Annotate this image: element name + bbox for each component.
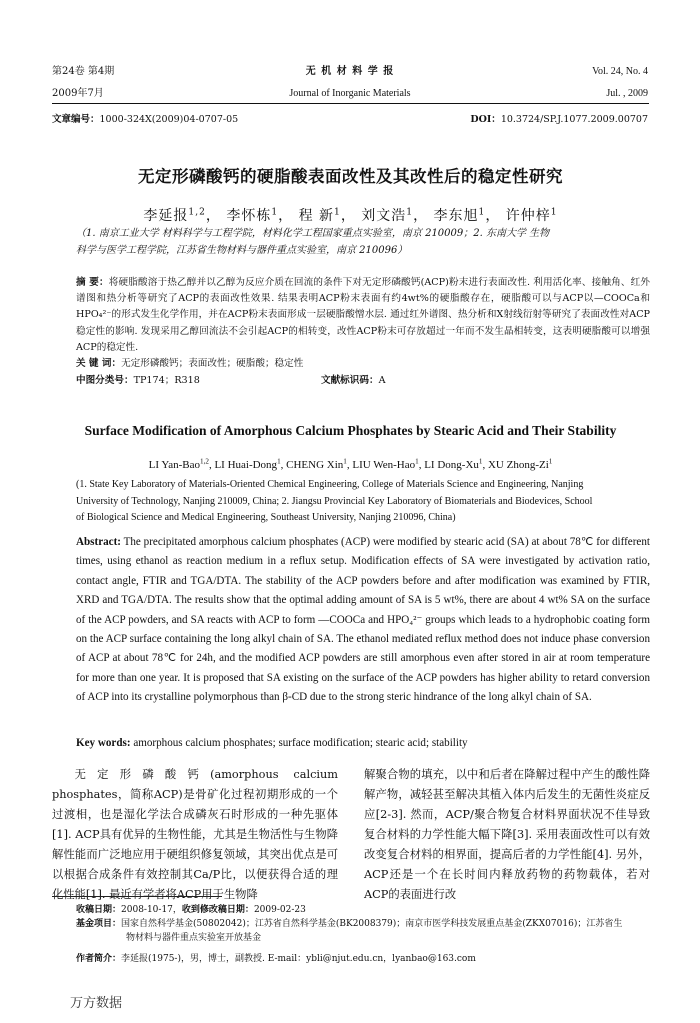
revised-value: 2009-02-23 bbox=[253, 905, 306, 915]
clc-value: TP174；R318 bbox=[133, 375, 200, 386]
cn-author-4: 刘文浩$^1$ bbox=[361, 207, 414, 224]
cn-author-1: 李延报$^{1,2}$ bbox=[143, 207, 206, 224]
cn-keywords-text: 无定形磷酸钙；表面改性；硬脂酸；稳定性 bbox=[121, 358, 304, 369]
english-abstract bbox=[76, 533, 650, 708]
english-authors: LI Yan-Bao$^{1,2}$, LI Huai-Dong$^1$, CHENG Xin$^1$, LIU Wen-Hao$^1$, LI Dong-Xu$^1$, XU Zhong-Zi$^1$ bbox=[148, 457, 553, 471]
received-value: 2008-10-17 bbox=[121, 905, 173, 915]
doc-code-label: 文献标识码： bbox=[321, 375, 379, 386]
cn-author-3: 程 新$^1$ bbox=[298, 207, 341, 224]
footnote-rule bbox=[52, 896, 222, 897]
cn-author-2: 李怀栋$^1$ bbox=[226, 207, 279, 224]
article-number-value: 1000-324X(2009)04-0707-05 bbox=[99, 114, 239, 125]
body-paragraph: 无定形磷酸钙(amorphous calcium phosphates，简称ACP)是骨矿化过程初期形成的一个过渡相，也是湿化学法合成磷灰石时形成的一种先驱体[1]. ACP具有优异的生物性能，尤其是生物活性与生物降解性能而广泛地应用于硬组织修复领域，其突出优点是可以根据合成条件有效控制其Ca/P比，以便获得合适的理化性能[1]. 最近有学者将ACP用于生物降 bbox=[52, 768, 338, 901]
chinese-title: 无定形磷酸钙的硬脂酸表面改性及其改性后的稳定性研究 bbox=[138, 167, 563, 186]
doc-code bbox=[321, 373, 386, 389]
author-bio-text: 李延报(1975-)，男，博士，副教授. E-mail：ybli@njut.edu.cn，lyanbao@163.com bbox=[121, 954, 476, 964]
doi-label: DOI： bbox=[470, 114, 501, 125]
cn-abstract-text: 将硬脂酸溶于热乙醇并以乙醇为反应介质在回流的条件下对无定形磷酸钙(ACP)粉末进行表面改性. 利用活化率、接触角、红外谱图和热分析等研究了ACP的表面改性效果. 结果表明ACP粉末表面有约4wt%的硬脂酸存在，硬脂酸可以与ACP以—COOCa和HPO₄²⁻的形式发生化学作用，并在ACP粉末表面形成一层硬脂酸憎水层. 通过红外谱图、热分析和X射线衍射等研究了表面改性对ACP稳定性的影响. 发现采用乙醇回流法不会引起ACP的相转变，改性ACP粉末可存放超过一年而不发生晶相转变，这表明硬脂酸可以增强ACP的稳定性. bbox=[76, 277, 650, 353]
fund-label: 基金项目： bbox=[76, 919, 122, 929]
journal-date: 2009年7月 bbox=[52, 88, 104, 99]
watermark-logo: 万方数据 bbox=[70, 996, 123, 1011]
en-author-4: LIU Wen-Hao$^1$ bbox=[352, 457, 419, 471]
received-dates: 收稿日期：2008-10-17，收到修改稿日期：2009-02-23 bbox=[76, 905, 306, 915]
doc-code-value: A bbox=[378, 375, 386, 386]
en-keywords-text: amorphous calcium phosphates; surface modification; stearic acid; stability bbox=[133, 737, 468, 749]
en-author-5: LI Dong-Xu$^1$ bbox=[424, 457, 483, 471]
cn-author-5: 李东旭$^1$ bbox=[433, 207, 486, 224]
doi-value[interactable]: 10.3724/SP.J.1077.2009.00707 bbox=[500, 114, 648, 125]
en-author-3: CHENG Xin$^1$ bbox=[286, 457, 347, 471]
journal-date-en: Jul. , 2009 bbox=[606, 88, 648, 99]
header-rule bbox=[52, 103, 649, 104]
en-author-6: XU Zhong-Zi$^1$ bbox=[487, 457, 553, 471]
cn-aff-line: 科学与医学工程学院，江苏省生物材料与器件重点实验室，南京 210096） bbox=[76, 245, 408, 256]
cn-abstract-label: 摘 要： bbox=[76, 277, 109, 288]
received-label: 收稿日期： bbox=[76, 905, 122, 915]
english-keywords bbox=[76, 737, 650, 749]
en-aff-line: of Biological Science and Medical Engineering, Southeast University, Nanjing 210096, China) bbox=[76, 512, 456, 523]
journal-vol-en: Vol. 24, No. 4 bbox=[592, 66, 648, 77]
en-abstract-text: The precipitated amorphous calcium phosphates (ACP) were modified by stearic acid (SA) at about 78℃ for different times, using ethanol as reaction medium in a reflux setup. Modification effects of SA were investigated by activation ratio, contact angle, FTIR and TGA/DTA. The stability of the ACP powders before and after modification was examined by FTIR, XRD and TGA/DTA. The results show that the optimal adding amount of SA is 5 wt%, there are about 4 wt% SA on the surface of the ACP powders, and SA reacts with ACP to form —COOCa and HPO₄²⁻ groups which leads to a hydrophobic coating form on the ACP surface containing the long alkyl chain of SA. The ethanol mediated reflux method does not induce phase conversion of ACP at about 78℃ for 24h, and the modified ACP powders are still amorphous even after stored in air at room temperature for more than one year. It is proposed that SA existing on the surface of the ACP powders has higher ability to retard conversion of ACP into its crystalline polymorphous than β-CD due to the strong steric hindrance of the long alkyl chain of SA. bbox=[76, 536, 650, 704]
author-bio-label: 作者简介： bbox=[76, 954, 122, 964]
chinese-abstract bbox=[76, 275, 650, 356]
fund-text: 国家自然科学基金(50802042)；江苏省自然科学基金(BK2008379)；南京市医学科技发展重点基金(ZKX07016)；江苏省生 bbox=[121, 919, 623, 929]
funding bbox=[76, 918, 650, 945]
classification-row bbox=[76, 373, 650, 389]
article-number bbox=[52, 114, 238, 126]
en-author-2: LI Huai-Dong$^1$ bbox=[214, 457, 281, 471]
fund-text-cont: 物材料与器件重点实验室开放基金 bbox=[126, 932, 262, 943]
journal-name-en: Journal of Inorganic Materials bbox=[289, 88, 411, 99]
en-abstract-label: Abstract: bbox=[76, 536, 121, 548]
article-number-label: 文章编号： bbox=[52, 114, 100, 125]
cn-keywords-label: 关 键 词： bbox=[76, 358, 122, 369]
english-title: Surface Modification of Amorphous Calcium Phosphates by Stearic Acid and Their Stability bbox=[84, 423, 617, 438]
body-column-right bbox=[364, 765, 650, 905]
en-keywords-label: Key words: bbox=[76, 737, 131, 749]
author-bio bbox=[76, 953, 650, 967]
en-aff-line: University of Technology, Nanjing 210009, China; 2. Jiangsu Provincial Key Laboratory of Biomaterials and Biodevices, School bbox=[76, 495, 593, 507]
doi bbox=[470, 114, 648, 126]
chinese-affiliations bbox=[76, 225, 650, 259]
cn-author-6: 许仲梓$^1$ bbox=[505, 207, 558, 224]
journal-name-cn: 无 机 材 料 学 报 bbox=[305, 66, 395, 77]
chinese-authors: 李延报$^{1,2}$， 李怀栋$^1$， 程 新$^1$， 刘文浩$^1$， 李东旭$^1$， 许仲梓$^1$ bbox=[143, 207, 558, 224]
clc-label: 中图分类号： bbox=[76, 375, 134, 386]
revised-label: 收到修改稿日期： bbox=[181, 905, 254, 915]
body-paragraph: 解聚合物的填充，以中和后者在降解过程中产生的酸性降解产物，减轻甚至解决其植入体内后发生的无菌性炎症反应[2-3]. 然而，ACP/聚合物复合材料界面状况不佳导致复合材料的力学性能大幅下降[3]. 采用表面改性可以有效改变复合材料的相界面，提高后者的力学性能[4]. 另外，ACP还是一个在长时间内释放药物的药物载体，若对ACP的表面进行改 bbox=[364, 768, 650, 901]
body-column-left bbox=[52, 765, 338, 905]
cn-aff-line: （1. 南京工业大学 材料科学与工程学院，材料化学工程国家重点实验室，南京 210009；2. 东南大学 生物 bbox=[76, 228, 550, 239]
english-affiliations bbox=[76, 477, 650, 527]
en-aff-line: (1. State Key Laboratory of Materials-Oriented Chemical Engineering, College of Materials Science and Engineering, Nanjing bbox=[76, 479, 584, 490]
chinese-keywords bbox=[76, 356, 650, 372]
journal-volume-issue: 第24卷 第4期 bbox=[52, 66, 115, 77]
en-author-1: LI Yan-Bao$^{1,2}$ bbox=[148, 457, 209, 471]
